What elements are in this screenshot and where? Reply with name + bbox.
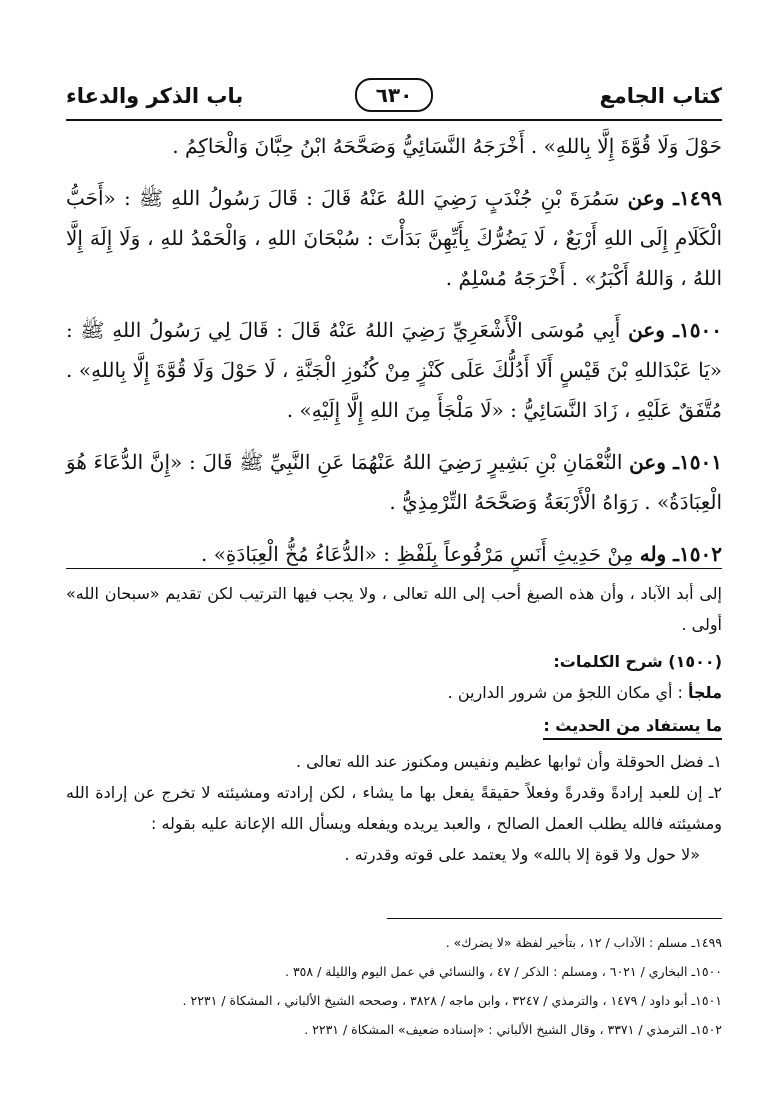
hadith-text [66, 126, 722, 574]
hadith-number: ١٥٠٠ـ وعن [628, 318, 723, 342]
chapter-title: باب الذكر والدعاء [66, 84, 244, 108]
page-header [66, 78, 722, 118]
hadith-continuation: حَوْلَ وَلَا قُوَّةَ إِلَّا بِاللهِ» . أَخْرَجَهُ النَّسَائِيُّ وَصَحَّحَهُ ابْنُ حِبَّانَ وَالْحَاكِمُ . [172, 134, 722, 158]
header-divider [66, 119, 722, 121]
footnote-1499: ١٤٩٩ـ مسلم : الآداب / ١٢ ، بتأخير لفظة «لا يضرك» . [445, 935, 722, 950]
benefit-2-quote: «لا حول ولا قوة إلا بالله» ولا يعتمد على قوته وقدرته . [344, 845, 700, 864]
footnote-divider [387, 918, 722, 919]
commentary [66, 578, 722, 870]
benefit-1: ١ـ فضل الحوقلة وأن ثوابها عظيم ونفيس ومكنوز عند الله تعالى . [295, 752, 722, 771]
footnotes [66, 928, 722, 1044]
page-number: ٦٣٠ [355, 78, 433, 112]
hadith-body: مِنْ حَدِيثِ أَنَسٍ مَرْفُوعاً بِلَفْظِ : «الدُّعَاءُ مُخُّ الْعِبَادَةِ» . [200, 542, 640, 566]
vocab-definition: : أي مكان اللجؤ من شرور الدارين . [447, 683, 683, 702]
commentary-continuation: إلى أبد الآباد ، وأن هذه الصيغ أحب إلى الله تعالى ، ولا يجب فيها الترتيب لكن تقديم «سبحان الله» أولى . [66, 584, 722, 634]
hadith-1500 [66, 310, 722, 430]
footnote-1500: ١٥٠٠ـ البخاري / ٦٠٢١ ، ومسلم : الذكر / ٤٧ ، والنسائي في عمل اليوم والليلة / ٣٥٨ . [284, 964, 722, 979]
book-title: كتاب الجامع [599, 84, 722, 108]
section-divider [66, 568, 722, 569]
vocab-heading: (١٥٠٠) شرح الكلمات: [553, 652, 722, 671]
benefit-2: ٢ـ إن للعبد إرادةً وقدرةً وفعلاً حقيقةً يفعل بها ما يشاء ، لكن إرادته ومشيئته لا تخرج عن إرادة الله ومشيئته فالله يطلب العمل الصالح ، والعبد يريده ويفعله ويسأل الله الإعانة عليه بقوله : [66, 783, 722, 833]
footnote-1501: ١٥٠١ـ أبو داود / ١٤٧٩ ، والترمذي / ٣٢٤٧ ، وابن ماجه / ٣٨٢٨ ، وصححه الشيخ الألباني ، المشكاة / ٢٢٣١ . [182, 993, 722, 1008]
footnote-1502: ١٥٠٢ـ الترمذي / ٣٣٧١ ، وقال الشيخ الألباني : «إسناده ضعيف» المشكاة / ٢٢٣١ . [304, 1022, 722, 1037]
benefits-heading: ما يستفاد من الحديث : [543, 714, 722, 740]
hadith-1499 [66, 178, 722, 298]
vocab-term: ملجأ [688, 683, 722, 702]
vocab-entry [66, 677, 722, 708]
hadith-1501 [66, 442, 722, 522]
hadith-number: ١٥٠٢ـ وله [639, 542, 722, 566]
hadith-body: النُّعْمَانِ بْنِ بَشِيرٍ رَضِيَ اللهُ عَنْهُمَا عَنِ النَّبِيِّ ﷺ قَالَ : «إِنَّ الدُّعَاءَ هُوَ الْعِبَادَةُ» . رَوَاهُ الْأَرْبَعَةُ وَصَحَّحَهُ التِّرْمِذِيُّ . [66, 450, 722, 514]
hadith-number: ١٥٠١ـ وعن [629, 450, 723, 474]
hadith-body: أَبِي مُوسَى الْأَشْعَرِيِّ رَضِيَ اللهُ عَنْهُ قَالَ : قَالَ لِي رَسُولُ اللهِ ﷺ : «يَا عَبْدَاللهِ بْنَ قَيْسٍ أَلَا أَدُلُّكَ عَلَى كَنْزٍ مِنْ كُنُوزِ الْجَنَّةِ ، لَا حَوْلَ وَلَا قُوَّةَ إِلَّا بِاللهِ» . مُتَّفَقٌ عَلَيْهِ ، زَادَ النَّسَائِيُّ : «لَا مَلْجَأَ مِنَ اللهِ إِلَّا إِلَيْهِ» . [66, 318, 722, 422]
hadith-number: ١٤٩٩ـ وعن [627, 186, 722, 210]
hadith-body: سَمُرَةَ بْنِ جُنْدَبٍ رَضِيَ اللهُ عَنْهُ قَالَ : قَالَ رَسُولُ اللهِ ﷺ : «أَحَبُّ الْكَلَامِ إِلَى اللهِ أَرْبَعٌ ، لَا يَضُرُّكَ بِأَيِّهِنَّ بَدَأْتَ : سُبْحَانَ اللهِ ، وَالْحَمْدُ للهِ ، وَلَا إِلَهَ إِلَّا اللهُ ، وَاللهُ أَكْبَرُ» . أَخْرَجَهُ مُسْلِمٌ . [66, 186, 722, 290]
